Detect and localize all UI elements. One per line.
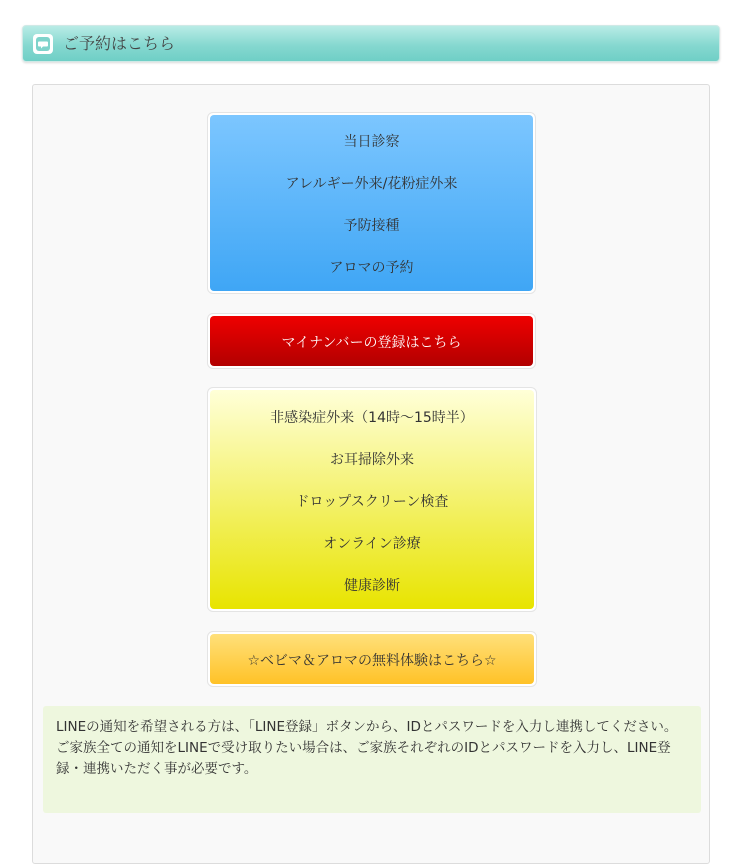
my-number-register-button[interactable]: マイナンバーの登録はこちら bbox=[281, 335, 462, 351]
line-notice-text-1: LINEの通知を希望される方は、「LINE登録」ボタンから、IDとパスワードを入力し連携してください。 bbox=[56, 719, 678, 735]
aroma-reservation-link[interactable]: アロマの予約 bbox=[329, 260, 414, 276]
drop-screen-test-link[interactable]: ドロップスクリーン検査 bbox=[295, 494, 449, 510]
line-notice-text-2: ご家族全ての通知をLINEで受け取りたい場合は、ご家族それぞれのIDとパスワードを入力し、LINE登録・連携いただく事が必要です。 bbox=[56, 740, 671, 777]
allergy-clinic-link[interactable]: アレルギー外来/花粉症外来 bbox=[285, 176, 458, 192]
line-notice bbox=[43, 706, 701, 813]
chat-bubble-icon bbox=[33, 34, 53, 54]
my-number-button-wrap bbox=[207, 313, 536, 369]
ear-cleaning-clinic-link[interactable]: お耳掃除外来 bbox=[330, 452, 414, 468]
free-trial-button[interactable]: ☆ベビマ＆アロマの無料体験はこちら☆ bbox=[247, 653, 497, 669]
baby-massage-button-wrap bbox=[207, 631, 537, 687]
same-day-exam-link[interactable]: 当日診察 bbox=[343, 134, 400, 150]
page-title: ご予約はこちら bbox=[63, 34, 176, 53]
vaccination-link[interactable]: 予防接種 bbox=[343, 218, 400, 234]
yellow-reservation-group bbox=[207, 387, 537, 612]
health-checkup-link[interactable]: 健康診断 bbox=[344, 578, 400, 594]
non-infectious-clinic-link[interactable]: 非感染症外来（14時～15時半） bbox=[270, 410, 474, 426]
blue-reservation-group bbox=[207, 112, 536, 294]
reservation-header bbox=[22, 25, 720, 62]
online-consultation-link[interactable]: オンライン診療 bbox=[323, 536, 421, 552]
